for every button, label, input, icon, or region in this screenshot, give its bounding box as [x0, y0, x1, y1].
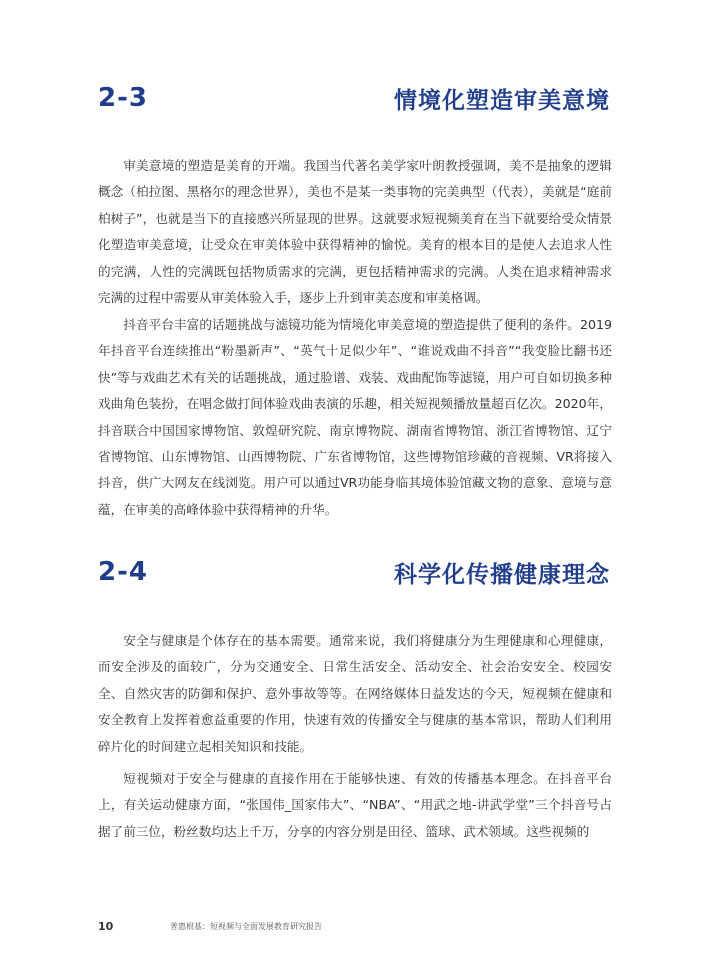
- section-number: 2-3: [98, 83, 148, 113]
- section-number: 2-4: [98, 557, 148, 587]
- section-title: 科学化传播健康理念: [394, 561, 610, 588]
- paragraph: 抖音平台丰富的话题挑战与滤镜功能为情境化审美意境的塑造提供了便利的条件。2019年抖音平台连续推出“粉墨新声”、“英气十足似少年”、“谁说戏曲不抖音”“我变脸比翻书还快”等与戏曲艺术有关的话题挑战，通过脸谱、戏装、戏曲配饰等滤镜，用户可自如切换多种戏曲角色装扮，在唱念做打间体验戏曲表演的乐趣，相关短视频播放量超百亿次。2020年，抖音联合中国国家博物馆、敦煌研究院、南京博物院、湖南省博物馆、浙江省博物馆、辽宁省博物馆、山东博物馆、山西博物院、广东省博物馆，这些博物馆珍藏的音视频、VR将接入抖音，供广大网友在线浏览。用户可以通过VR功能身临其境体验馆藏文物的意象、意境与意蕴，在审美的高峰体验中获得精神的升华。: [98, 317, 612, 517]
- report-title: 普惠根基：短视频与全面发展教育研究报告: [170, 921, 322, 931]
- paragraph: 短视频对于安全与健康的直接作用在于能够快速、有效的传播基本理念。在抖音平台上，有关运动健康方面，“张国伟_国家伟大”、“NBA”、“用武之地-讲武学堂”三个抖音号占据了前三位，粉丝数均达上千万，分享的内容分别是田径、篮球、武术领域。这些视频的: [98, 771, 612, 839]
- paragraph: 安全与健康是个体存在的基本需要。通常来说，我们将健康分为生理健康和心理健康，而安全涉及的面较广，分为交通安全、日常生活安全、活动安全、社会治安安全、校园安全、自然灾害的防御和保护、意外事故等等。在网络媒体日益发达的今天，短视频在健康和安全教育上发挥着愈益重要的作用，快速有效的传播安全与健康的基本常识，帮助人们利用碎片化的时间建立起相关知识和技能。: [98, 633, 612, 754]
- section-heading-2-3: [98, 78, 610, 118]
- page-footer: [98, 918, 322, 934]
- section-title: 情境化塑造审美意境: [394, 87, 610, 114]
- section-heading-2-4: [98, 552, 610, 592]
- paragraph: 审美意境的塑造是美育的开端。我国当代著名美学家叶朗教授强调，美不是抽象的逻辑概念（柏拉图、黑格尔的理念世界），美也不是某一类事物的完美典型（代表），美就是“庭前柏树子”，也就是当下的直接感兴所显现的世界。这就要求短视频美育在当下就要给受众情景化塑造审美意境，让受众在审美体验中获得精神的愉悦。美育的根本目的是使人去追求人性的完满，人性的完满既包括物质需求的完满，更包括精神需求的完满。人类在追求精神需求完满的过程中需要从审美体验入手，逐步上升到审美态度和审美格调。: [98, 158, 612, 306]
- page-number: 10: [98, 919, 114, 933]
